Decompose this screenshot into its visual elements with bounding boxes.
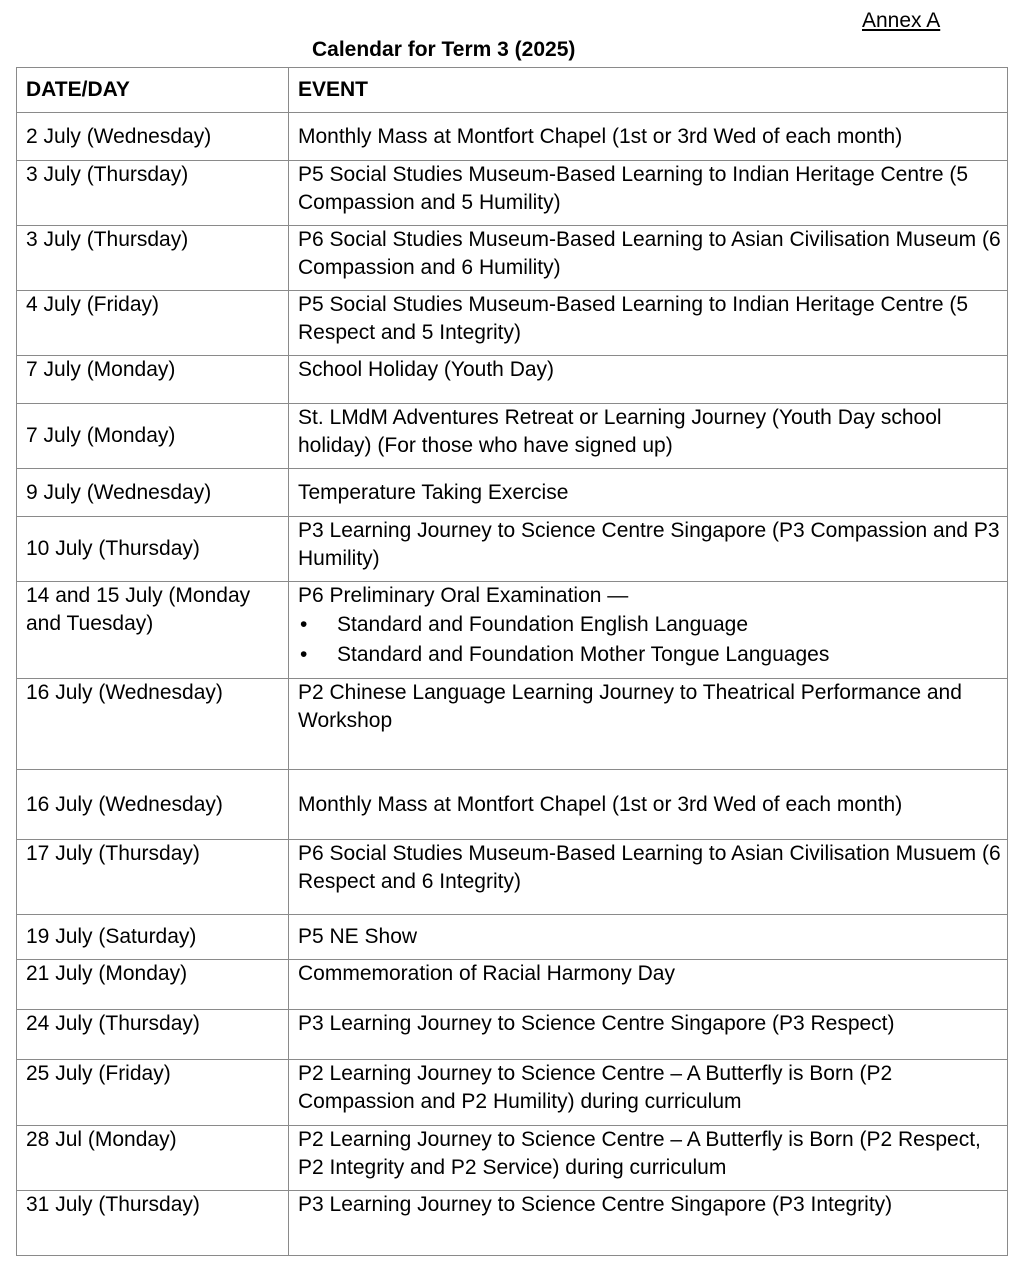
date-cell: 10 July (Thursday): [17, 517, 289, 582]
event-cell: P5 Social Studies Museum-Based Learning to Indian Heritage Centre (5 Compassion and 5 Humility): [289, 161, 1008, 226]
event-cell: Monthly Mass at Montfort Chapel (1st or 3rd Wed of each month): [289, 113, 1008, 161]
event-cell: Temperature Taking Exercise: [289, 469, 1008, 517]
table-row: [17, 161, 1008, 226]
header-date: DATE/DAY: [17, 68, 289, 113]
table-row: [17, 1191, 1008, 1256]
date-cell: 25 July (Friday): [17, 1060, 289, 1126]
date-cell: 17 July (Thursday): [17, 840, 289, 915]
bullet-item: • Standard and Foundation English Language: [298, 610, 1001, 640]
event-cell: P2 Chinese Language Learning Journey to Theatrical Performance and Workshop: [289, 679, 1008, 770]
table-row: [17, 404, 1008, 469]
table-row: [17, 960, 1008, 1010]
table-row: [17, 226, 1008, 291]
table-row: [17, 840, 1008, 915]
event-text: P6 Preliminary Oral Examination —: [298, 584, 629, 607]
date-cell: 28 Jul (Monday): [17, 1126, 289, 1191]
bullet-item: • Standard and Foundation Mother Tongue Languages: [298, 640, 1001, 670]
date-cell: 14 and 15 July (Monday and Tuesday): [17, 582, 289, 679]
table-row: [17, 1126, 1008, 1191]
table-row: [17, 679, 1008, 770]
table-row: [17, 582, 1008, 679]
date-cell: 4 July (Friday): [17, 291, 289, 356]
table-row: [17, 1060, 1008, 1126]
table-row: [17, 469, 1008, 517]
event-cell: P5 Social Studies Museum-Based Learning to Indian Heritage Centre (5 Respect and 5 Integrity): [289, 291, 1008, 356]
header-row: [17, 68, 1008, 113]
date-cell: 19 July (Saturday): [17, 915, 289, 960]
date-cell: 3 July (Thursday): [17, 226, 289, 291]
table-row: [17, 1010, 1008, 1060]
date-cell: 3 July (Thursday): [17, 161, 289, 226]
table-row: [17, 291, 1008, 356]
table-row: [17, 517, 1008, 582]
calendar-table: [16, 67, 1008, 1256]
event-cell: P2 Learning Journey to Science Centre – A Butterfly is Born (P2 Compassion and P2 Humility) during curriculum: [289, 1060, 1008, 1126]
event-cell: P6 Social Studies Museum-Based Learning to Asian Civilisation Museum (6 Compassion and 6 Humility): [289, 226, 1008, 291]
event-cell: School Holiday (Youth Day): [289, 356, 1008, 404]
date-cell: 16 July (Wednesday): [17, 679, 289, 770]
event-cell: P5 NE Show: [289, 915, 1008, 960]
event-cell: P3 Learning Journey to Science Centre Singapore (P3 Compassion and P3 Humility): [289, 517, 1008, 582]
date-cell: 16 July (Wednesday): [17, 770, 289, 840]
date-cell: 21 July (Monday): [17, 960, 289, 1010]
table-row: [17, 356, 1008, 404]
date-cell: 2 July (Wednesday): [17, 113, 289, 161]
event-cell: P3 Learning Journey to Science Centre Singapore (P3 Integrity): [289, 1191, 1008, 1256]
date-cell: 31 July (Thursday): [17, 1191, 289, 1256]
event-cell: P2 Learning Journey to Science Centre – A Butterfly is Born (P2 Respect, P2 Integrity and P2 Service) during curriculum: [289, 1126, 1008, 1191]
annex-label: Annex A: [862, 9, 941, 32]
date-cell: 9 July (Wednesday): [17, 469, 289, 517]
date-cell: 7 July (Monday): [17, 404, 289, 469]
event-cell: Monthly Mass at Montfort Chapel (1st or 3rd Wed of each month): [289, 770, 1008, 840]
event-bullet-list: [298, 610, 1001, 670]
table-row: [17, 915, 1008, 960]
header-event: EVENT: [289, 68, 1008, 113]
event-cell: St. LMdM Adventures Retreat or Learning Journey (Youth Day school holiday) (For those who have signed up): [289, 404, 1008, 469]
date-cell: 7 July (Monday): [17, 356, 289, 404]
table-row: [17, 113, 1008, 161]
event-cell: [289, 582, 1008, 679]
page-title: Calendar for Term 3 (2025): [312, 38, 576, 61]
table-row: [17, 770, 1008, 840]
date-cell: 24 July (Thursday): [17, 1010, 289, 1060]
event-cell: P6 Social Studies Museum-Based Learning to Asian Civilisation Musuem (6 Respect and 6 Integrity): [289, 840, 1008, 915]
event-cell: P3 Learning Journey to Science Centre Singapore (P3 Respect): [289, 1010, 1008, 1060]
event-cell: Commemoration of Racial Harmony Day: [289, 960, 1008, 1010]
